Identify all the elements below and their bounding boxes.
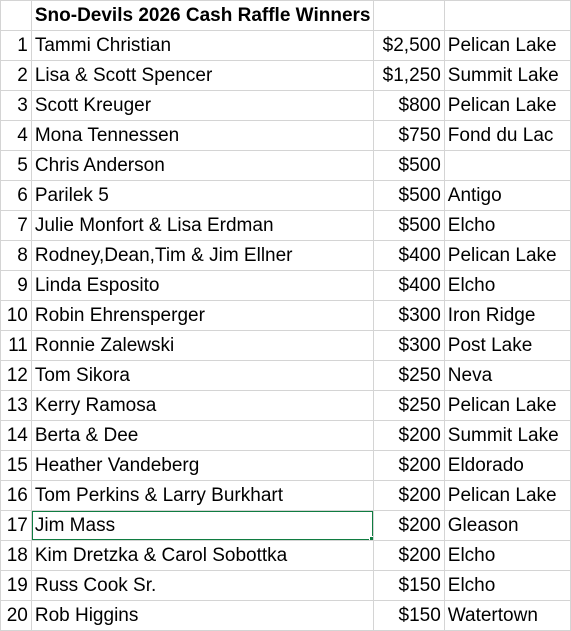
table-row	[1, 481, 571, 511]
rank-cell[interactable]: 3	[1, 91, 32, 121]
table-row	[1, 121, 571, 151]
winner-name-cell[interactable]: Rob Higgins	[31, 601, 374, 631]
prize-amount-cell[interactable]: $200	[374, 421, 444, 451]
prize-amount-cell[interactable]: $500	[374, 181, 444, 211]
rank-cell[interactable]: 4	[1, 121, 32, 151]
prize-amount-cell[interactable]: $150	[374, 571, 444, 601]
location-cell[interactable]: Pelican Lake	[444, 91, 570, 121]
title-row-empty-cell[interactable]	[444, 1, 570, 31]
rank-cell[interactable]: 16	[1, 481, 32, 511]
rank-cell[interactable]: 12	[1, 361, 32, 391]
winner-name-cell[interactable]: Ronnie Zalewski	[31, 331, 374, 361]
winner-name-cell[interactable]: Heather Vandeberg	[31, 451, 374, 481]
cell-selection-border	[31, 511, 374, 541]
location-cell[interactable]: Pelican Lake	[444, 241, 570, 271]
table-row	[1, 181, 571, 211]
prize-amount-cell[interactable]: $1,250	[374, 61, 444, 91]
rank-cell[interactable]: 20	[1, 601, 32, 631]
prize-amount-cell[interactable]: $200	[374, 481, 444, 511]
location-cell[interactable]: Summit Lake	[444, 421, 570, 451]
prize-amount-cell[interactable]: $200	[374, 511, 444, 541]
table-row	[1, 361, 571, 391]
prize-amount-cell[interactable]: $500	[374, 211, 444, 241]
location-cell[interactable]: Elcho	[444, 211, 570, 241]
location-cell[interactable]: Post Lake	[444, 331, 570, 361]
rank-cell[interactable]: 13	[1, 391, 32, 421]
sheet-title[interactable]: Sno-Devils 2026 Cash Raffle Winners	[31, 1, 374, 31]
location-cell[interactable]: Watertown	[444, 601, 570, 631]
rank-cell[interactable]: 5	[1, 151, 32, 181]
rank-cell[interactable]: 14	[1, 421, 32, 451]
table-row	[1, 451, 571, 481]
prize-amount-cell[interactable]: $2,500	[374, 31, 444, 61]
winner-name-cell[interactable]: Chris Anderson	[31, 151, 374, 181]
location-cell[interactable]: Elcho	[444, 541, 570, 571]
winner-name-cell[interactable]: Linda Esposito	[31, 271, 374, 301]
prize-amount-cell[interactable]: $400	[374, 241, 444, 271]
table-row	[1, 271, 571, 301]
rank-cell[interactable]: 7	[1, 211, 32, 241]
rank-cell[interactable]: 6	[1, 181, 32, 211]
winner-name-cell[interactable]: Rodney,Dean,Tim & Jim Ellner	[31, 241, 374, 271]
prize-amount-cell[interactable]: $250	[374, 361, 444, 391]
table-row	[1, 421, 571, 451]
location-cell[interactable]: Neva	[444, 361, 570, 391]
location-cell[interactable]: Iron Ridge	[444, 301, 570, 331]
winner-name-cell[interactable]: Robin Ehrensperger	[31, 301, 374, 331]
table-row	[1, 571, 571, 601]
table-row	[1, 541, 571, 571]
location-cell[interactable]: Fond du Lac	[444, 121, 570, 151]
location-cell[interactable]: Elcho	[444, 571, 570, 601]
prize-amount-cell[interactable]: $400	[374, 271, 444, 301]
rank-cell[interactable]: 18	[1, 541, 32, 571]
table-row	[1, 511, 571, 541]
rank-cell[interactable]: 8	[1, 241, 32, 271]
location-cell[interactable]: Elcho	[444, 271, 570, 301]
table-row	[1, 601, 571, 631]
rank-cell[interactable]: 19	[1, 571, 32, 601]
winner-name-cell[interactable]: Julie Monfort & Lisa Erdman	[31, 211, 374, 241]
table-row	[1, 331, 571, 361]
table-row	[1, 211, 571, 241]
winner-name-cell[interactable]: Berta & Dee	[31, 421, 374, 451]
table-row	[1, 61, 571, 91]
fill-handle[interactable]	[369, 536, 374, 541]
winner-name-cell[interactable]: Mona Tennessen	[31, 121, 374, 151]
rank-cell[interactable]: 1	[1, 31, 32, 61]
title-row-empty-cell[interactable]	[374, 1, 444, 31]
rank-cell[interactable]: 10	[1, 301, 32, 331]
rank-cell[interactable]: 15	[1, 451, 32, 481]
prize-amount-cell[interactable]: $750	[374, 121, 444, 151]
rank-cell[interactable]: 17	[1, 511, 32, 541]
prize-amount-cell[interactable]: $800	[374, 91, 444, 121]
prize-amount-cell[interactable]: $250	[374, 391, 444, 421]
title-row	[1, 1, 571, 31]
table-row	[1, 91, 571, 121]
rank-cell[interactable]: 9	[1, 271, 32, 301]
location-cell[interactable]	[444, 151, 570, 181]
winner-name-cell[interactable]: Tammi Christian	[31, 31, 374, 61]
title-row-blank-cell[interactable]	[1, 1, 32, 31]
prize-amount-cell[interactable]: $200	[374, 541, 444, 571]
selected-cell[interactable]: Jim Mass	[31, 511, 374, 541]
winner-name-cell[interactable]: Lisa & Scott Spencer	[31, 61, 374, 91]
table-row	[1, 391, 571, 421]
prize-amount-cell[interactable]: $500	[374, 151, 444, 181]
table-row	[1, 151, 571, 181]
prize-amount-cell[interactable]: $300	[374, 331, 444, 361]
table-row	[1, 241, 571, 271]
prize-amount-cell[interactable]: $200	[374, 451, 444, 481]
location-cell[interactable]: Antigo	[444, 181, 570, 211]
location-cell[interactable]: Pelican Lake	[444, 31, 570, 61]
rank-cell[interactable]: 11	[1, 331, 32, 361]
location-cell[interactable]: Eldorado	[444, 451, 570, 481]
table-row	[1, 31, 571, 61]
prize-amount-cell[interactable]: $150	[374, 601, 444, 631]
location-cell[interactable]: Summit Lake	[444, 61, 570, 91]
winner-name-cell[interactable]: Kerry Ramosa	[31, 391, 374, 421]
location-cell[interactable]: Pelican Lake	[444, 481, 570, 511]
table-row	[1, 301, 571, 331]
winner-name-cell[interactable]: Scott Kreuger	[31, 91, 374, 121]
location-cell[interactable]: Pelican Lake	[444, 391, 570, 421]
winner-name-cell[interactable]: Parilek 5	[31, 181, 374, 211]
winner-name-cell[interactable]: Tom Sikora	[31, 361, 374, 391]
winner-name-cell[interactable]: Russ Cook Sr.	[31, 571, 374, 601]
location-cell[interactable]: Gleason	[444, 511, 570, 541]
winner-name-cell[interactable]: Kim Dretzka & Carol Sobottka	[31, 541, 374, 571]
rank-cell[interactable]: 2	[1, 61, 32, 91]
prize-amount-cell[interactable]: $300	[374, 301, 444, 331]
winner-name-cell[interactable]: Tom Perkins & Larry Burkhart	[31, 481, 374, 511]
